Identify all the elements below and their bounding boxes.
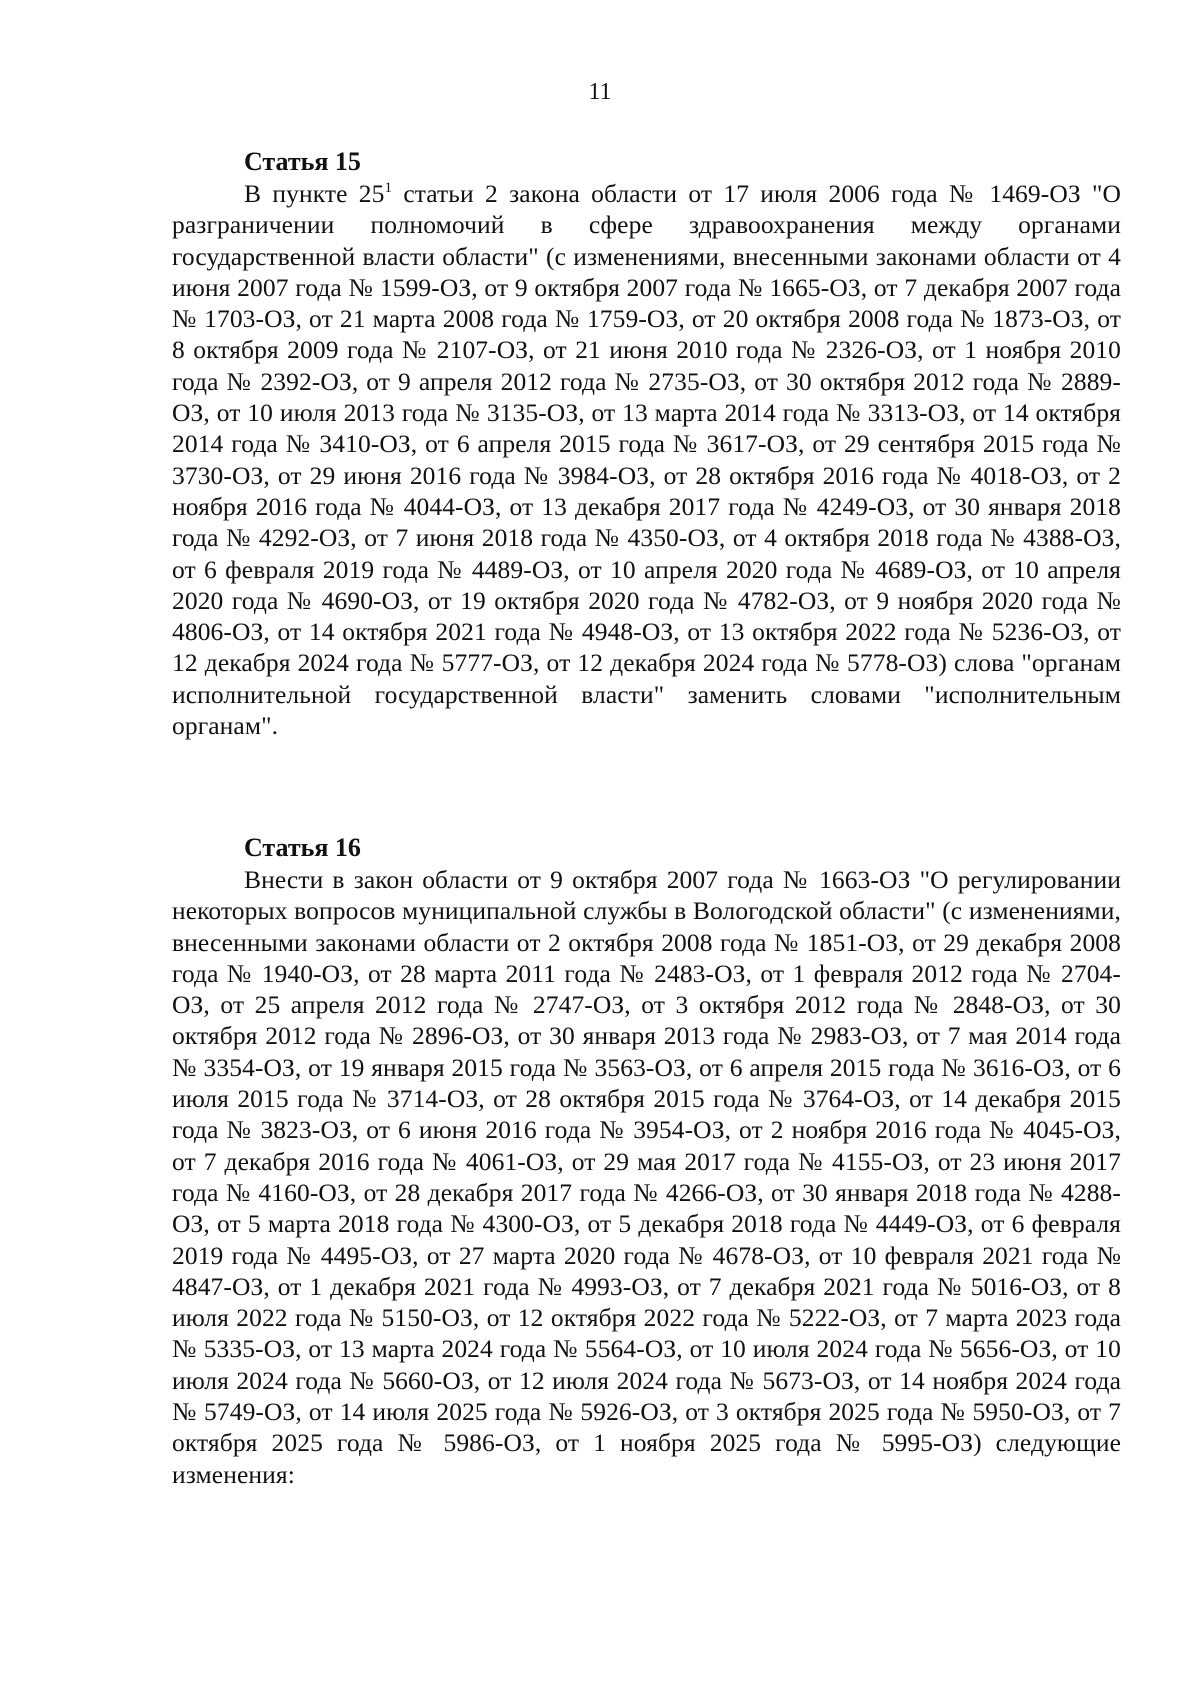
article-15-superscript: 1 <box>384 180 393 196</box>
article-15-text-rest: статьи 2 закона области от 17 июля 2006 года № 1469-ОЗ "О разграничении полномочий в сфере здравоохранения между органами государственной власти области" (с изменениями, внесенными законами области от 4 июня 2007 года № 1599-ОЗ, от 9 октября 2007 года № 1665-ОЗ, от 7 декабря 2007 года № 1703-ОЗ, от 21 марта 2008 года № 1759-ОЗ, от 20 октября 2008 года № 1873-ОЗ, от 8 октября 2009 года № 2107-ОЗ, от 21 июня 2010 года № 2326-ОЗ, от 1 ноября 2010 года № 2392-ОЗ, от 9 апреля 2012 года № 2735-ОЗ, от 30 октября 2012 года № 2889-ОЗ, от 10 июля 2013 года № 3135-ОЗ, от 13 марта 2014 года № 3313-ОЗ, от 14 октября 2014 года № 3410-ОЗ, от 6 апреля 2015 года № 3617-ОЗ, от 29 сентября 2015 года № 3730-ОЗ, от 29 июня 2016 года № 3984-ОЗ, от 28 октября 2016 года № 4018-ОЗ, от 2 ноября 2016 года № 4044-ОЗ, от 13 декабря 2017 года № 4249-ОЗ, от 30 января 2018 года № 4292-ОЗ, от 7 июня 2018 года № 4350-ОЗ, от 4 октября 2018 года № 4388-ОЗ, от 6 февраля 2019 года № 4489-ОЗ, от 10 апреля 2020 года № 4689-ОЗ, от 10 апреля 2020 года № 4690-ОЗ, от 19 октября 2020 года № 4782-ОЗ, от 9 ноября 2020 года № 4806-ОЗ, от 14 октября 2021 года № 4948-ОЗ, от 13 октября 2022 года № 5236-ОЗ, от 12 декабря 2024 года № 5777-ОЗ, от 12 декабря 2024 года № 5778-ОЗ) слова "органам исполнительной государственной власти" заменить словами "исполнительным органам". <box>172 179 1121 741</box>
article-16-body: Внести в закон области от 9 октября 2007 года № 1663-ОЗ "О регулировании некоторых вопросов муниципальной службы в Вологодской области" (с изменениями, внесенными законами области от 2 октября 2008 года № 1851-ОЗ, от 29 декабря 2008 года № 1940-ОЗ, от 28 марта 2011 года № 2483-ОЗ, от 1 февраля 2012 года № 2704-ОЗ, от 25 апреля 2012 года № 2747-ОЗ, от 3 октября 2012 года № 2848-ОЗ, от 30 октября 2012 года № 2896-ОЗ, от 30 января 2013 года № 2983-ОЗ, от 7 мая 2014 года № 3354-ОЗ, от 19 января 2015 года № 3563-ОЗ, от 6 апреля 2015 года № 3616-ОЗ, от 6 июля 2015 года № 3714-ОЗ, от 28 октября 2015 года № 3764-ОЗ, от 14 декабря 2015 года № 3823-ОЗ, от 6 июня 2016 года № 3954-ОЗ, от 2 ноября 2016 года № 4045-ОЗ, от 7 декабря 2016 года № 4061-ОЗ, от 29 мая 2017 года № 4155-ОЗ, от 23 июня 2017 года № 4160-ОЗ, от 28 декабря 2017 года № 4266-ОЗ, от 30 января 2018 года № 4288-ОЗ, от 5 марта 2018 года № 4300-ОЗ, от 5 декабря 2018 года № 4449-ОЗ, от 6 февраля 2019 года № 4495-ОЗ, от 27 марта 2020 года № 4678-ОЗ, от 10 февраля 2021 года № 4847-ОЗ, от 1 декабря 2021 года № 4993-ОЗ, от 7 декабря 2021 года № 5016-ОЗ, от 8 июля 2022 года № 5150-ОЗ, от 12 октября 2022 года № 5222-ОЗ, от 7 марта 2023 года № 5335-ОЗ, от 13 марта 2024 года № 5564-ОЗ, от 10 июля 2024 года № 5656-ОЗ, от 10 июля 2024 года № 5660-ОЗ, от 12 июля 2024 года № 5673-ОЗ, от 14 ноября 2024 года № 5749-ОЗ, от 14 июля 2025 года № 5926-ОЗ, от 3 октября 2025 года № 5950-ОЗ, от 7 октября 2025 года № 5986-ОЗ, от 1 ноября 2025 года № 5995-ОЗ) следующие изменения: <box>172 865 1121 1489</box>
article-15-body <box>172 178 1121 741</box>
article-16-title: Статья 16 <box>244 833 361 862</box>
article-15-title: Статья 15 <box>244 147 361 176</box>
article-16 <box>172 832 1121 1490</box>
article-15-text-start: В пункте 25 <box>244 179 385 208</box>
page-number: 11 <box>588 79 612 105</box>
article-15 <box>172 146 1121 741</box>
